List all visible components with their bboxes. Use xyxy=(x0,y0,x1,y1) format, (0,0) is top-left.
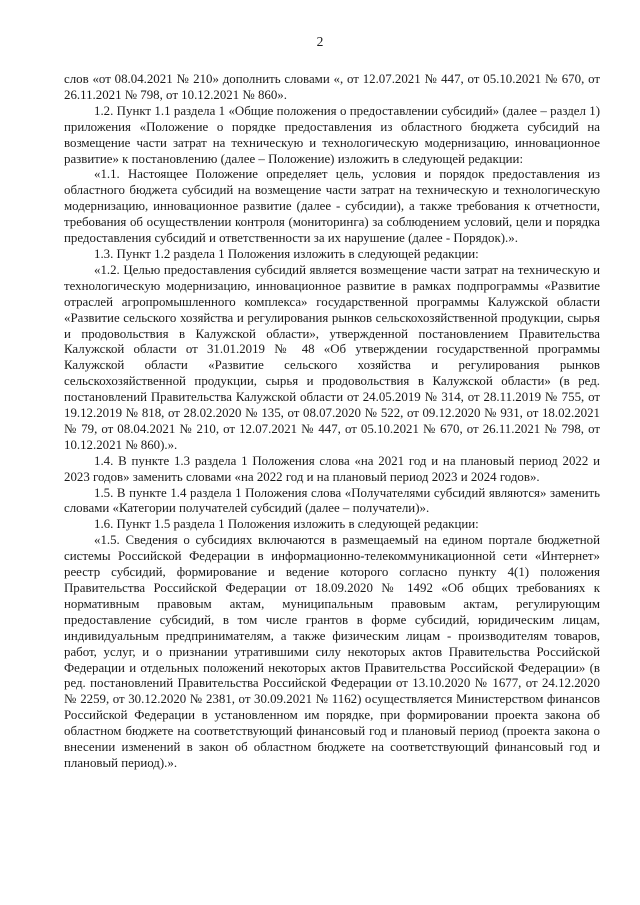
paragraph-quote-1-5: «1.5. Сведения о субсидиях включаются в размещаемый на едином портале бюджетной системы Российской Федерации в информационно-телекоммуникационной сети «Интернет» реестр субсидий, формирование и ведение которого согласно пункту 4(1) положения Правительства Российской Федерации от 18.09.2020 № 1492 «Об общих требованиях к нормативным правовым актам, муниципальным правовым актам, регулирующим предоставление субсидий, в том числе грантов в форме субсидий, юридическим лицам, индивидуальным предпринимателям, а также физическим лицам - производителям товаров, работ, услуг, и о признании утратившими силу некоторых актов Правительства Российской Федерации и отдельных положений некоторых актов Правительства Российской Федерации» (в ред. постановлений Правительства Российской Федерации от 13.10.2020 № 1677, от 24.12.2020 № 2259, от 30.12.2020 № 2381, от 30.09.2021 № 1162) осуществляется Министерством финансов Российской Федерации в установленном им порядке, при формировании проекта закона об областном бюджете на соответствующий финансовый год и плановый период (проекта закона о внесении изменений в закон об областном бюджете на соответствующий финансовый год и плановый период).». xyxy=(64,533,600,770)
paragraph-continuation: слов «от 08.04.2021 № 210» дополнить словами «, от 12.07.2021 № 447, от 05.10.2021 № 670, от 26.11.2021 № 798, от 10.12.2021 № 860». xyxy=(64,72,600,102)
paragraph-1-3: 1.3. Пункт 1.2 раздела 1 Положения изложить в следующей редакции: xyxy=(94,246,479,261)
paragraph-quote-1-1: «1.1. Настоящее Положение определяет цель, условия и порядок предоставления из областного бюджета субсидий на возмещение части затрат на техническую и технологическую модернизацию, инновационное развитие (далее - субсидии), а также требования к отчетности, требования об осуществлении контроля (мониторинга) за соблюдением условий, цели и порядка предоставления субсидий и ответственности за их нарушение (далее - Порядок).». xyxy=(64,167,600,246)
paragraph-1-6: 1.6. Пункт 1.5 раздела 1 Положения изложить в следующей редакции: xyxy=(94,517,479,532)
page-number: 2 xyxy=(316,34,324,49)
paragraph-1-4: 1.4. В пункте 1.3 раздела 1 Положения слова «на 2021 год и на плановый период 2022 и 2023 годов» заменить словами «на 2022 год и на плановый период 2023 и 2024 годов». xyxy=(64,453,600,484)
paragraph-1-2: 1.2. Пункт 1.1 раздела 1 «Общие положения о предоставлении субсидий» (далее – раздел 1) приложения «Положение о порядке предоставления из областного бюджета субсидий на возмещение части затрат на техническую и технологическую модернизацию, инновационное развитие» к постановлению (далее – Положение) изложить в следующей редакции: xyxy=(64,103,600,166)
paragraph-1-5: 1.5. В пункте 1.4 раздела 1 Положения слова «Получателями субсидий являются» заменить словами «Категории получателей субсидий (далее – получатели)». xyxy=(64,485,600,516)
document-body xyxy=(64,72,600,772)
paragraph-quote-1-2: «1.2. Целью предоставления субсидий является возмещение части затрат на техническую и технологическую модернизацию, инновационное развитие в рамках подпрограммы «Развитие отраслей агропромышленного комплекса» государственной программы Калужской области «Развитие сельского хозяйства и регулирования рынков сельскохозяйственной продукции, сырья и продовольствия в Калужской области», утвержденной постановлением Правительства Калужской области от 31.01.2019 № 48 «Об утверждении государственной программы Калужской области «Развитие сельского хозяйства и регулирования рынков сельскохозяйственной продукции, сырья и продовольствия в Калужской области» (в ред. постановлений Правительства Калужской области от 24.05.2019 № 314, от 28.11.2019 № 755, от 19.12.2019 № 818, от 28.02.2020 № 135, от 08.07.2020 № 522, от 09.12.2020 № 931, от 18.02.2021 № 79, от 08.04.2021 № 210, от 12.07.2021 № 447, от 05.10.2021 № 670, от 26.11.2021 № 798, от 10.12.2021 № 860).». xyxy=(64,262,600,452)
